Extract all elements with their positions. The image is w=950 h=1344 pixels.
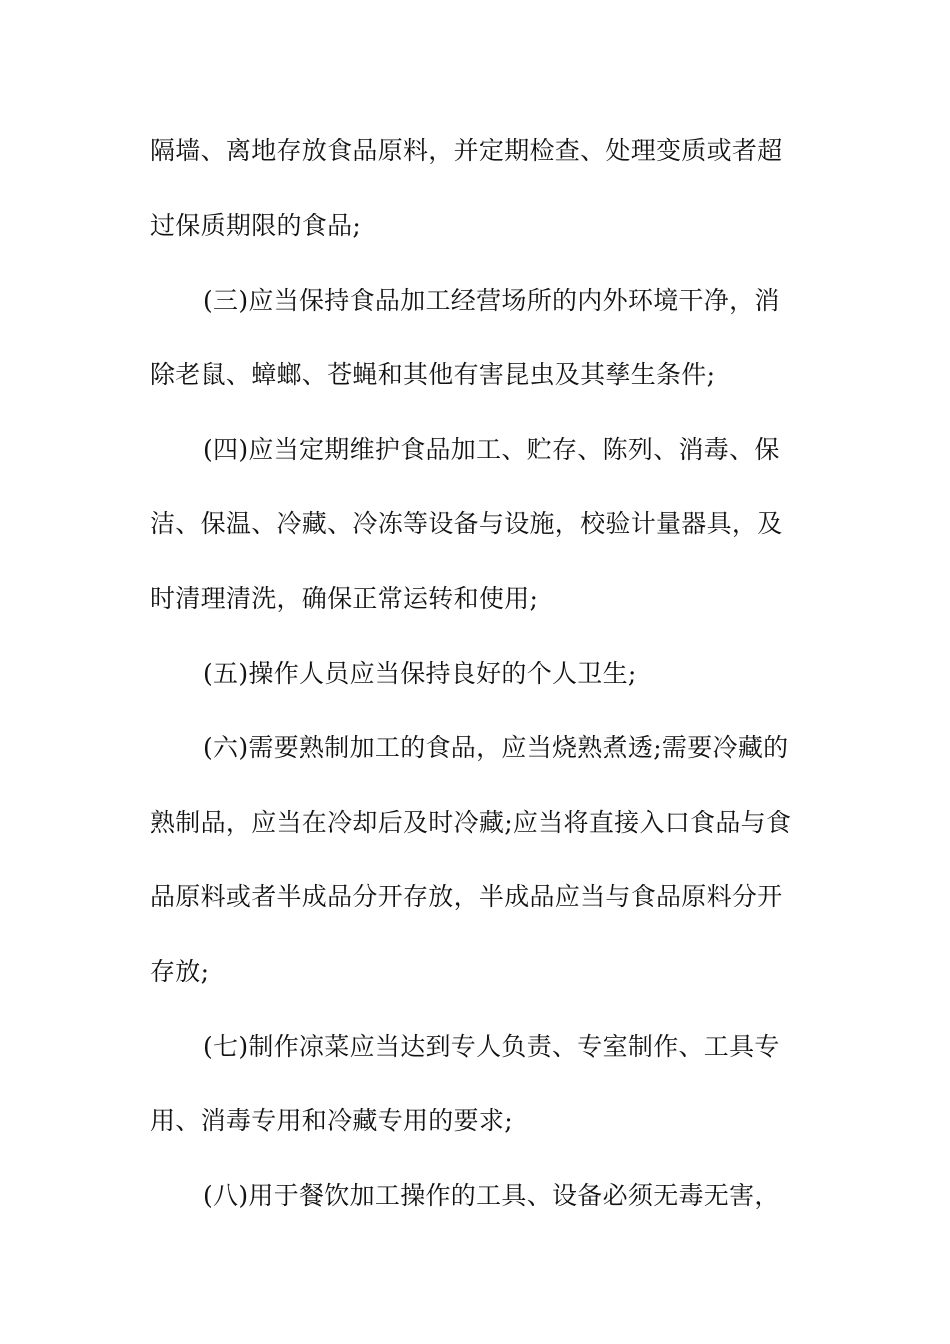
paragraph-line: (四)应当定期维护食品加工、贮存、陈列、消毒、保 — [203, 435, 780, 464]
paragraph-line: 时清理清洗，确保正常运转和使用; — [150, 584, 539, 613]
paragraph-line: 存放; — [150, 957, 210, 986]
paragraph-line: 除老鼠、蟑螂、苍蝇和其他有害昆虫及其孳生条件; — [150, 360, 716, 389]
paragraph-line: 用、消毒专用和冷藏专用的要求; — [150, 1106, 513, 1135]
paragraph-line: (三)应当保持食品加工经营场所的内外环境干净，消 — [203, 286, 780, 315]
paragraph-line: 洁、保温、冷藏、冷冻等设备与设施，校验计量器具，及 — [150, 509, 783, 538]
paragraph-line: (五)操作人员应当保持良好的个人卫生; — [203, 659, 637, 688]
paragraph-line: (六)需要熟制加工的食品，应当烧熟煮透;需要冷藏的 — [203, 733, 789, 762]
paragraph-line: (七)制作凉菜应当达到专人负责、专室制作、工具专 — [203, 1032, 780, 1061]
paragraph-line: 熟制品，应当在冷却后及时冷藏;应当将直接入口食品与食 — [150, 808, 792, 837]
paragraph-line: 隔墙、离地存放食品原料，并定期检查、处理变质或者超 — [150, 136, 783, 165]
paragraph-line: 过保质期限的食品; — [150, 211, 362, 240]
paragraph-line: (八)用于餐饮加工操作的工具、设备必须无毒无害， — [203, 1181, 780, 1210]
paragraph-line: 品原料或者半成品分开存放，半成品应当与食品原料分开 — [150, 882, 783, 911]
